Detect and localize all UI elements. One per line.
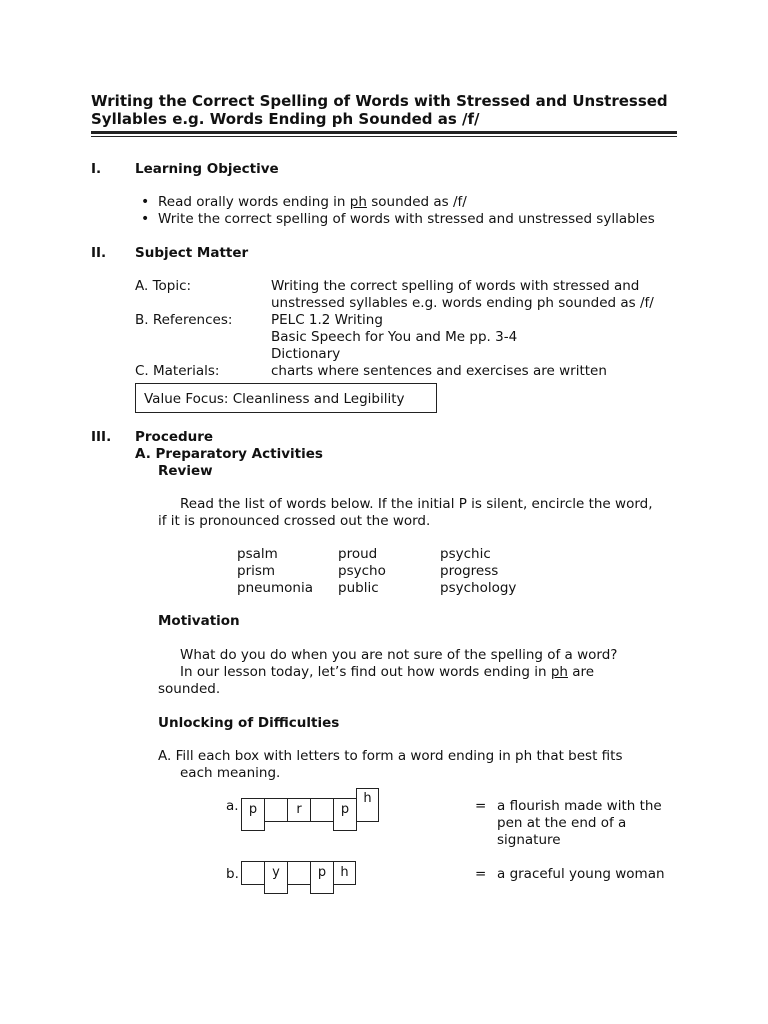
- review-instruction-line-1: Read the list of words below. If the initial P is silent, encircle the word,: [180, 496, 653, 512]
- item-b-meaning-line-1: a graceful young woman: [497, 866, 665, 882]
- preparatory-activities-heading: A. Preparatory Activities: [135, 446, 323, 462]
- word-list-item: psalm: [237, 546, 278, 562]
- item-a-label: a.: [226, 798, 239, 814]
- topic-label: A. Topic:: [135, 278, 192, 294]
- word-list-item: psychology: [440, 580, 517, 596]
- section-3-numeral: III.: [91, 429, 112, 445]
- section-3-heading: Procedure: [135, 429, 214, 445]
- word-list-item: psychic: [440, 546, 491, 562]
- word-list-item: pneumonia: [237, 580, 313, 596]
- objective-1: [158, 194, 467, 211]
- item-b-label: b.: [226, 866, 239, 882]
- title-rule-thin: [91, 136, 677, 137]
- letter-box: p: [310, 861, 334, 894]
- topic-line-2: unstressed syllables e.g. words ending ph sounded as /f/: [271, 295, 654, 311]
- section-2-heading: Subject Matter: [135, 245, 249, 261]
- item-b-equals: =: [475, 866, 487, 882]
- section-2-numeral: II.: [91, 245, 107, 261]
- unlocking-instruction-line-2: each meaning.: [180, 765, 281, 781]
- topic-line-1: Writing the correct spelling of words with stressed and: [271, 278, 640, 294]
- letter-box: [264, 798, 288, 822]
- item-a-meaning-line-1: a flourish made with the: [497, 798, 662, 814]
- motivation-heading: Motivation: [158, 613, 240, 629]
- references-label: B. References:: [135, 312, 233, 328]
- letter-box: [287, 861, 311, 885]
- document-title-line-1: Writing the Correct Spelling of Words with Stressed and Unstressed: [91, 92, 668, 110]
- letter-box: [310, 798, 334, 822]
- review-heading: Review: [158, 463, 213, 479]
- materials-label: C. Materials:: [135, 363, 220, 379]
- reference-3: Dictionary: [271, 346, 341, 362]
- letter-box: h: [333, 861, 356, 885]
- letter-box: r: [287, 798, 311, 822]
- review-instruction-line-2: if it is pronounced crossed out the word.: [158, 513, 431, 529]
- materials-text: charts where sentences and exercises are written: [271, 363, 607, 379]
- word-list-item: psycho: [338, 563, 386, 579]
- motivation-line-2-underlined: ph: [550, 664, 568, 680]
- word-list-item: progress: [440, 563, 499, 579]
- motivation-line-2: [180, 664, 594, 681]
- objective-2: Write the correct spelling of words with stressed and unstressed syllables: [158, 211, 655, 227]
- word-list-item: proud: [338, 546, 378, 562]
- section-1-numeral: I.: [91, 161, 102, 177]
- motivation-line-3: sounded.: [158, 681, 221, 697]
- motivation-line-1: What do you do when you are not sure of the spelling of a word?: [180, 647, 618, 663]
- letter-box: p: [333, 798, 357, 831]
- letter-box: [241, 861, 265, 885]
- letter-box: p: [241, 798, 265, 831]
- value-focus-text: Value Focus: Cleanliness and Legibility: [144, 391, 405, 407]
- motivation-line-2-before: In our lesson today, let’s find out how words ending in: [180, 664, 551, 680]
- unlocking-heading: Unlocking of Difficulties: [158, 715, 340, 731]
- section-1-heading: Learning Objective: [135, 161, 279, 177]
- title-rule-thick: [91, 131, 677, 134]
- word-list-item: prism: [237, 563, 276, 579]
- item-a-equals: =: [475, 798, 487, 814]
- unlocking-instruction-line-1: A. Fill each box with letters to form a word ending in ph that best fits: [158, 748, 623, 764]
- letter-box: h: [356, 788, 379, 822]
- document-title-line-2: Syllables e.g. Words Ending ph Sounded as /f/: [91, 110, 480, 128]
- motivation-line-2-after: are: [567, 664, 595, 680]
- objective-1-text-after: sounded as /f/: [366, 194, 467, 210]
- word-list-item: public: [338, 580, 379, 596]
- item-a-meaning-line-3: signature: [497, 832, 561, 848]
- reference-2: Basic Speech for You and Me pp. 3-4: [271, 329, 518, 345]
- objective-1-underlined: ph: [349, 194, 367, 210]
- item-a-meaning-line-2: pen at the end of a: [497, 815, 627, 831]
- reference-1: PELC 1.2 Writing: [271, 312, 383, 328]
- bullet-icon: •: [141, 194, 150, 210]
- bullet-icon: •: [141, 211, 150, 227]
- objective-1-text-before: Read orally words ending in: [158, 194, 350, 210]
- letter-box: y: [264, 861, 288, 894]
